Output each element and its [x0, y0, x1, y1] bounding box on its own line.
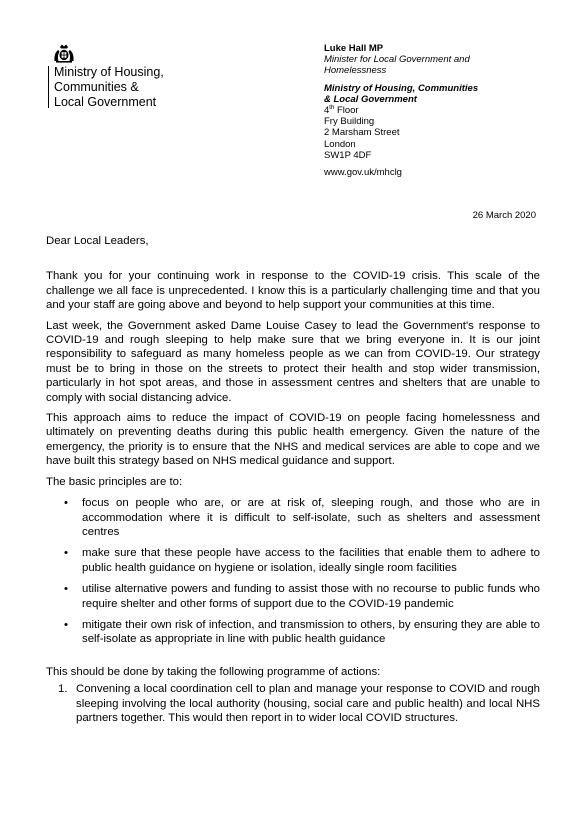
sender-address-line: London — [324, 138, 356, 150]
principle-item — [46, 618, 540, 647]
body-paragraph: Thank you for your continuing work in response to the COVID-19 crisis. This scale of the challenge we all face is unprecedented. I know this is a particularly challenging time and that you and your staff are going above and beyond to help support your communities at this time. — [46, 270, 540, 312]
bullet-icon: • — [64, 497, 68, 510]
bullet-icon: • — [64, 547, 68, 560]
floor-suffix: th — [329, 104, 335, 111]
salutation: Dear Local Leaders, — [46, 235, 149, 247]
letter-body — [46, 234, 540, 725]
principle-item — [46, 546, 540, 575]
sender-role-line: Minister for Local Government and — [324, 54, 470, 66]
principles-list — [46, 496, 540, 647]
sender-website: www.gov.uk/mhclg — [324, 167, 402, 179]
sender-organisation-line: & Local Government — [324, 93, 417, 105]
body-paragraph: This approach aims to reduce the impact of COVID-19 on people facing homelessness and ultimately on preventing deaths during this public health emergency. Given the nature of the emergency, the priority is to ensure that the NHS and medical services are able to cope and we have built this strategy based on NHS medical guidance and support. — [46, 412, 540, 468]
principle-text: utilise alternative powers and funding to assist those with no recourse to public funds who require shelter and other forms of support due to the COVID-19 pandemic — [82, 583, 540, 610]
sender-block — [324, 43, 544, 178]
sender-name: Luke Hall MP — [324, 43, 384, 54]
action-text: Convening a local coordination cell to plan and manage your response to COVID and rough sleeping involving the local authority (housing, social care and public health) and local NHS partners together. This would then report in to wider local COVID structures. — [76, 683, 540, 724]
department-name-line: Local Government — [54, 95, 157, 109]
actions-list — [46, 682, 540, 725]
sender-address-line: SW1P 4DF — [324, 149, 372, 161]
principle-item — [46, 582, 540, 611]
floor-number: 4 — [324, 105, 330, 117]
sender-role-line: Homelessness — [324, 65, 387, 77]
actions-intro: This should be done by taking the following programme of actions: — [46, 665, 381, 678]
principle-text: focus on people who are, or are at risk of, sleeping rough, and those who are in accommodation where it is difficult to self-isolate, such as shelters and assessment centres — [82, 497, 540, 538]
principle-text: mitigate their own risk of infection, and transmission to others, by ensuring they are able to self-isolate as appropriate in line with public health guidance — [82, 618, 540, 646]
department-name — [54, 65, 164, 110]
sender-organisation-line: Ministry of Housing, Communities — [324, 82, 479, 94]
sender-address-line: Fry Building — [324, 116, 375, 128]
department-rule — [48, 66, 49, 108]
sender-floor — [324, 105, 544, 116]
royal-crest-icon — [53, 44, 75, 64]
department-name-line: Communities & — [54, 80, 139, 94]
letter-date: 26 March 2020 — [472, 210, 536, 221]
principles-intro: The basic principles are to: — [46, 475, 183, 488]
department-name-line: Ministry of Housing, — [54, 65, 164, 79]
principle-text: make sure that these people have access to the facilities that enable them to adhere to public health guidance on hygiene or isolation, ideally single room facilities — [82, 547, 540, 574]
action-item — [46, 682, 540, 725]
bullet-icon: • — [64, 618, 68, 631]
body-paragraph: Last week, the Government asked Dame Louise Casey to lead the Government's response to COVID-19 and rough sleeping to help make sure that we bring everyone in. It is our joint responsibility to safeguard as many homeless people as we can from COVID-19. Our strategy must be to bring in those on the streets to protect their health and stop wider transmission, particularly in hot spot areas, and those in assessment centres and shelters that are unable to comply with social distancing advice. — [46, 319, 540, 404]
bullet-icon: • — [64, 583, 68, 596]
principle-item — [46, 496, 540, 539]
sender-address-line: 2 Marsham Street — [324, 127, 400, 139]
action-number: 1. — [58, 683, 68, 696]
floor-word: Floor — [334, 105, 359, 117]
